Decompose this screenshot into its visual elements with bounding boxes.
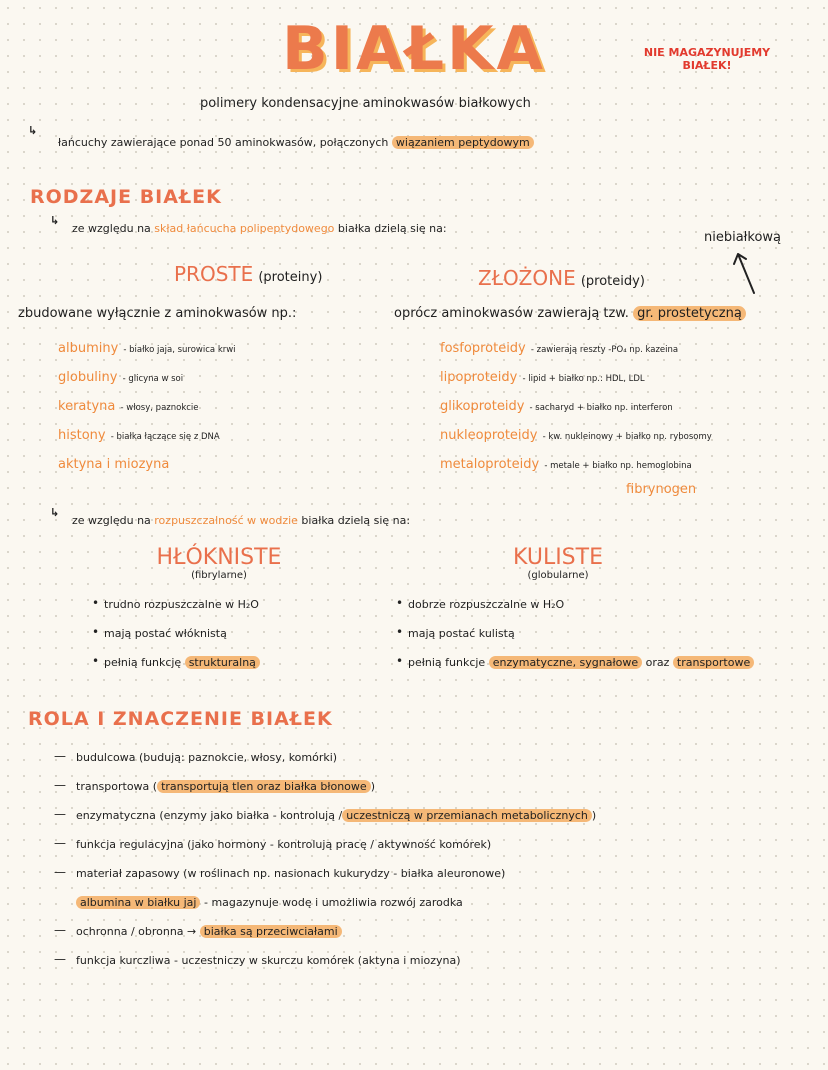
role-item-continuation [76,888,596,917]
division-accent: skład łańcucha polipeptydowego [154,222,335,235]
division-accent: rozpuszczalność w wodzie [154,514,298,527]
item-name: albuminy [58,341,119,356]
intro-text: łańcuchy zawierające ponad 50 aminokwasów, połączonych [58,136,389,149]
division-prefix: ze względu na [72,222,151,235]
role-item [76,772,596,801]
complex-title: ZŁOŻONE [478,266,576,290]
role-text: transportowa ( [76,780,158,793]
roles-list [76,743,596,975]
section-heading-types: RODZAJE BIAŁEK [30,186,222,208]
division-suffix: białka dzielą się na: [301,514,411,527]
fibrous-list [104,598,260,685]
list-item [58,395,236,424]
item-name: globuliny [58,370,118,385]
division-composition [72,222,447,235]
arrow-icon: ↳ [50,506,60,519]
item-name: metaloproteidy [440,457,540,472]
role-item [76,801,596,830]
role-text: ) [370,780,375,793]
role-highlight: białka są przeciwciałami [200,925,342,938]
item-name: lipoproteidy [440,370,518,385]
list-item [58,424,236,453]
list-item [440,366,712,395]
complex-heading [478,266,645,290]
role-item: — funkcja kurczliwa - uczestniczy w skurczu komórek (aktyna i miozyna) [76,946,596,975]
intro-line [58,136,534,149]
item-desc: - metale + białko np. hemoglobina [544,461,692,471]
func-highlight: enzymatyczne, sygnałowe [489,656,642,669]
item-desc: - włosy, paznokcie [120,403,199,413]
role-item: — budulcowa (budują: paznokcie, włosy, komórki) [76,743,596,772]
simple-description: zbudowane wyłącznie z aminokwasów np.: [18,306,297,321]
item-desc: - glicyna w soi [122,374,184,384]
simple-heading [174,262,322,286]
division-solubility [72,514,410,527]
fibrous-title: HŁÓKNISTE [156,545,282,570]
top-note-line1: NIE MAGAZYNUJEMY [643,46,771,59]
page-title: BIAŁKA [282,14,546,84]
list-item: • mają postać kulistą [408,627,754,656]
complex-desc-text: oprócz aminokwasów zawierają tzw. [394,306,629,321]
globular-sub: (globularne) [527,570,589,581]
func-mid: oraz [645,656,670,669]
item-name: keratyna [58,399,116,414]
nonprotein-label: niebiałkową [704,230,781,245]
complex-description [394,306,746,321]
role-text: - magazynuje wodę i umożliwia rozwój zarodka [203,896,463,909]
division-suffix: białka dzielą się na: [337,222,447,235]
list-item: • trudno rozpuszczalne w H₂O [104,598,260,627]
item-desc: - białko jaja, surowica krwi [123,345,236,355]
list-item [440,424,712,453]
role-item: — materiał zapasowy (w roślinach np. nasionach kukurydzy - białka aleuronowe) [76,859,596,888]
item-name: histony [58,428,106,443]
list-item [440,453,712,482]
role-highlight: uczestniczą w przemianach metabolicznych [342,809,592,822]
item-desc: - lipid + białko np.: HDL, LDL [522,374,645,384]
complex-list [440,337,712,482]
simple-paren: (proteiny) [258,270,323,285]
list-item [58,366,236,395]
item-desc: - kw. nukleinowy + białko np. rybosomy [542,432,712,442]
fibrous-heading [144,546,294,581]
func-prefix: pełnią funkcję [104,656,182,669]
division-prefix: ze względu na [72,514,151,527]
func-highlight: strukturalną [185,656,260,669]
item-name: glikoproteidy [440,399,525,414]
role-text: enzymatyczna (enzymy jako białka - kontrolują / [76,809,343,822]
role-highlight: transportują tlen oraz białka błonowe [157,780,371,793]
globular-heading [488,546,628,581]
item-name: nukleoproteidy [440,428,538,443]
role-text: ochronna / obronna → [76,925,197,938]
arrow-up-icon [730,248,760,296]
fibrous-sub: (fibrylarne) [191,570,247,581]
list-item [440,337,712,366]
fibrinogen-label: fibrynogen [626,482,697,497]
arrow-icon: ↳ [50,214,60,227]
top-note [632,46,782,72]
section-heading-roles: ROLA I ZNACZENIE BIAŁEK [28,708,333,730]
role-highlight: albumina w białku jaj [76,896,200,909]
arrow-icon: ↳ [28,124,38,137]
func-prefix: pełnią funkcje [408,656,486,669]
list-item [58,337,236,366]
list-item [104,656,260,685]
complex-highlight: gr. prostetyczną [633,306,746,321]
list-item: • dobrze rozpuszczalne w H₂O [408,598,754,627]
subtitle: polimery kondensacyjne aminokwasów białkowych [200,96,531,111]
item-name: aktyna i miozyna [58,457,170,472]
item-desc: - sacharyd + białko np. interferon [529,403,673,413]
role-item: — funkcja regulacyjna (jako hormony - kontrolują pracę / aktywność komórek) [76,830,596,859]
func-highlight-2: transportowe [673,656,754,669]
intro-highlight: wiązaniem peptydowym [392,136,534,149]
list-item [408,656,754,685]
item-desc: - zawierają reszty -PO₄ np. kazeina [530,345,679,355]
role-item [76,917,596,946]
list-item: • mają postać włóknistą [104,627,260,656]
item-desc: - białka łączące się z DNA [110,432,220,442]
complex-paren: (proteidy) [580,274,645,289]
list-item [440,395,712,424]
simple-title: PROSTE [174,262,254,286]
item-name: fosfoproteidy [440,341,526,356]
role-text: ) [591,809,597,822]
top-note-line2: BIAŁEK! [682,59,732,72]
list-item [58,453,236,482]
globular-list [408,598,754,685]
simple-list [58,337,236,482]
globular-title: KULISTE [513,545,603,570]
